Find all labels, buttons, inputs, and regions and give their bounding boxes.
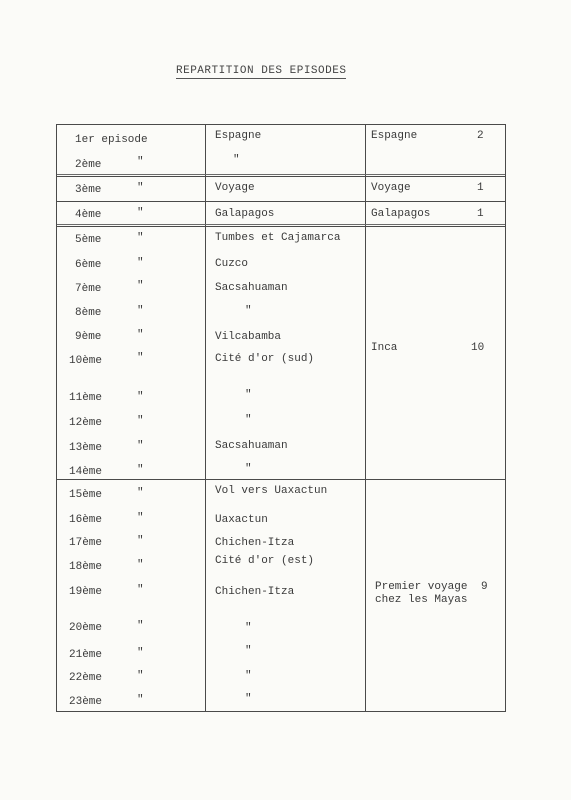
episode-label: 16ème xyxy=(69,514,103,526)
ditto-mark: " xyxy=(137,647,144,659)
episode-label: 10ème xyxy=(69,355,103,367)
place-cell: Uaxactun xyxy=(215,514,268,526)
place-cell: " xyxy=(245,670,252,682)
episode-label: 15ème xyxy=(69,489,103,501)
place-cell: Vilcabamba xyxy=(215,331,282,343)
place-cell: " xyxy=(245,645,252,657)
ditto-mark: " xyxy=(137,232,144,244)
episode-label: 4ème xyxy=(75,209,102,221)
row-divider xyxy=(57,176,505,177)
ditto-mark: " xyxy=(137,415,144,427)
place-cell: Cuzco xyxy=(215,258,249,270)
episode-label: 9ème xyxy=(75,331,102,343)
episode-label: 22ème xyxy=(69,672,103,684)
place-cell: " xyxy=(233,154,240,166)
episode-label: 5ème xyxy=(75,234,102,246)
ditto-mark: " xyxy=(137,440,144,452)
place-cell: Vol vers Uaxactun xyxy=(215,485,328,497)
episode-label: 17ème xyxy=(69,537,103,549)
ditto-mark: " xyxy=(137,620,144,632)
place-cell: Cité d'or (est) xyxy=(215,555,315,567)
ditto-mark: " xyxy=(137,535,144,547)
episode-label: 23ème xyxy=(69,696,103,708)
episode-label: 12ème xyxy=(69,417,103,429)
episode-label: 11ème xyxy=(69,392,103,404)
place-cell: " xyxy=(245,463,252,475)
ditto-mark: " xyxy=(137,352,144,364)
group-name: Voyage xyxy=(371,182,411,194)
episode-label: 21ème xyxy=(69,649,103,661)
row-divider xyxy=(57,201,505,202)
group-count: 1 xyxy=(477,208,484,220)
episode-label: 14ème xyxy=(69,466,103,478)
ditto-mark: " xyxy=(137,156,144,168)
episode-table xyxy=(56,124,506,712)
place-cell: Chichen-Itza xyxy=(215,586,295,598)
ditto-mark: " xyxy=(137,329,144,341)
row-divider xyxy=(57,226,505,227)
place-cell: Voyage xyxy=(215,182,255,194)
episode-label: 19ème xyxy=(69,586,103,598)
group-name: Inca xyxy=(371,342,398,354)
group-name-line2: chez les Mayas xyxy=(375,594,468,606)
group-count: 9 xyxy=(481,581,488,593)
group-name: Galapagos xyxy=(371,208,431,220)
page-title: REPARTITION DES EPISODES xyxy=(176,65,347,77)
column-divider xyxy=(365,125,366,711)
place-cell: " xyxy=(245,305,252,317)
place-cell: Galapagos xyxy=(215,208,275,220)
episode-label: 1er episode xyxy=(75,134,148,146)
ditto-mark: " xyxy=(137,391,144,403)
place-cell: Cité d'or (sud) xyxy=(215,353,315,365)
ditto-mark: " xyxy=(137,280,144,292)
group-count: 2 xyxy=(477,130,484,142)
episode-label: 7ème xyxy=(75,283,102,295)
column-divider xyxy=(205,125,206,711)
ditto-mark: " xyxy=(137,182,144,194)
episode-label: 18ème xyxy=(69,561,103,573)
ditto-mark: " xyxy=(137,305,144,317)
place-cell: " xyxy=(245,693,252,705)
ditto-mark: " xyxy=(137,257,144,269)
ditto-mark: " xyxy=(137,694,144,706)
place-cell: " xyxy=(245,414,252,426)
place-cell: Tumbes et Cajamarca xyxy=(215,232,341,244)
place-cell: Espagne xyxy=(215,130,262,142)
ditto-mark: " xyxy=(137,584,144,596)
group-count: 10 xyxy=(471,342,485,354)
row-divider xyxy=(57,479,505,480)
episode-label: 6ème xyxy=(75,259,102,271)
episode-label: 20ème xyxy=(69,622,103,634)
episode-label: 13ème xyxy=(69,442,103,454)
ditto-mark: " xyxy=(137,512,144,524)
place-cell: Sacsahuaman xyxy=(215,282,288,294)
episode-label: 8ème xyxy=(75,307,102,319)
place-cell: " xyxy=(245,622,252,634)
group-count: 1 xyxy=(477,182,484,194)
place-cell: Sacsahuaman xyxy=(215,440,288,452)
episode-label: 2ème xyxy=(75,159,102,171)
ditto-mark: " xyxy=(137,559,144,571)
ditto-mark: " xyxy=(137,670,144,682)
ditto-mark: " xyxy=(137,207,144,219)
ditto-mark: " xyxy=(137,464,144,476)
group-name: Espagne xyxy=(371,130,418,142)
ditto-mark: " xyxy=(137,487,144,499)
place-cell: Chichen-Itza xyxy=(215,537,295,549)
group-name-line1: Premier voyage xyxy=(375,581,468,593)
episode-label: 3ème xyxy=(75,184,102,196)
place-cell: " xyxy=(245,389,252,401)
